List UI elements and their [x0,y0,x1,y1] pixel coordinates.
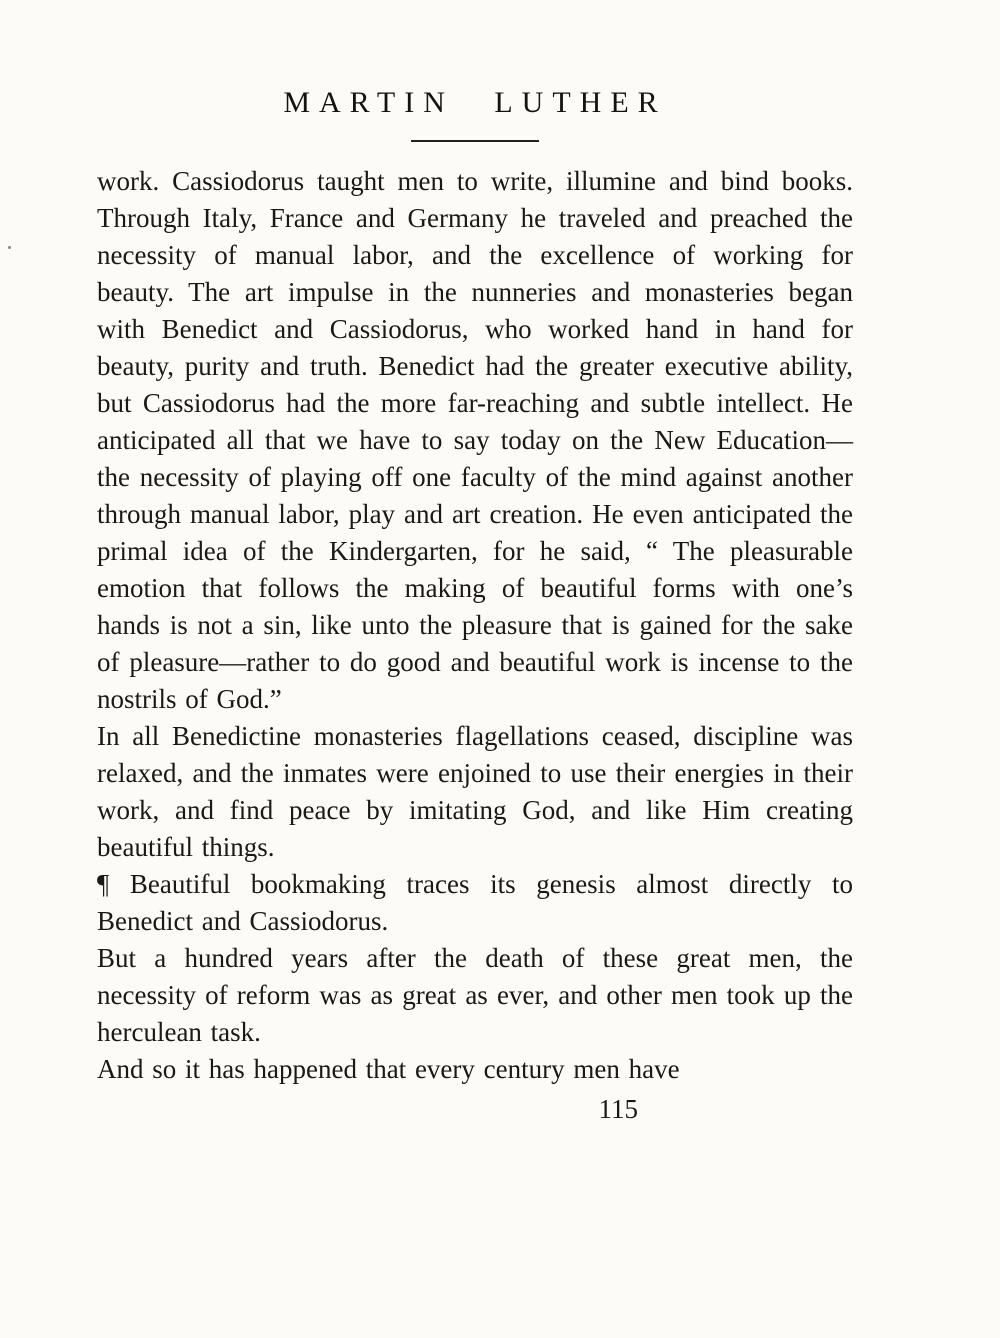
running-head-title: MARTIN LUTHER [283,86,667,119]
header-rule-divider [411,140,539,142]
scan-artifact-speck [8,246,11,249]
paragraph: In all Benedictine monasteries flagellations ceased, discipline was relaxed, and the inmates were enjoined to use their energies in their work, and find peace by imitating God, and like Him creating beautiful things. [97,721,853,862]
paragraph-incomplete: And so it has happened that every century men have [97,1054,680,1084]
paragraph-pilcrow: ¶ Beautiful bookmaking traces its genesis almost directly to Benedict and Cassiodorus. [97,869,853,936]
page-number: 115 [598,1094,638,1124]
paragraph: But a hundred years after the death of these great men, the necessity of reform was as great as ever, and other men took up the herculean task. [97,943,853,1047]
body-text [97,163,853,1088]
paragraph-continuation: work. Cassiodorus taught men to write, illumine and bind books. Through Italy, France and Germany he traveled and preached the necessity of manual labor, and the excellence of working for beauty. The art impulse in the nunneries and monasteries began with Benedict and Cassiodorus, who worked hand in hand for beauty, purity and truth. Benedict had the greater executive ability, but Cassiodorus had the more far-reaching and subtle intellect. He anticipated all that we have to say today on the New Education—the necessity of playing off one faculty of the mind against another through manual labor, play and art creation. He even anticipated the primal idea of the Kindergarten, for he said, “ The pleasurable emotion that follows the making of beautiful forms with one’s hands is not a sin, like unto the pleasure that is gained for the sake of pleasure—rather to do good and beautiful work is incense to the nostrils of God.” [97,166,853,714]
page-header [97,86,853,142]
